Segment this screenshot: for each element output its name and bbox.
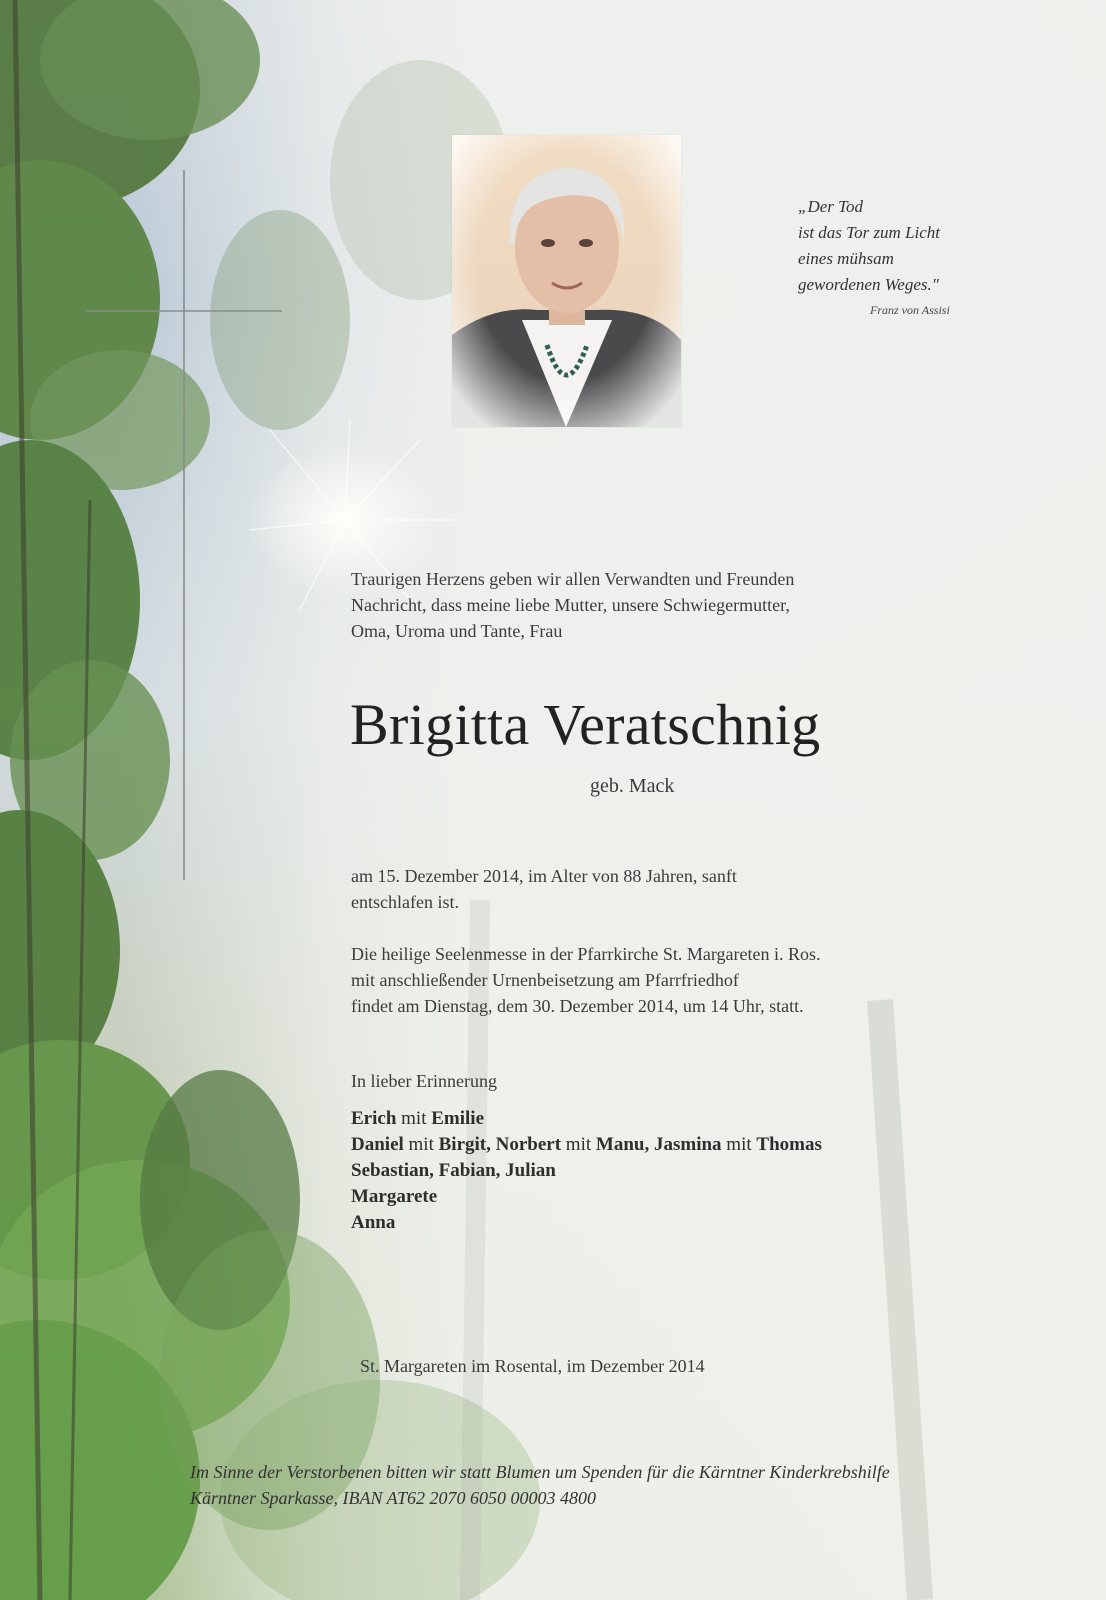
quote-line: gewordenen Weges."	[798, 275, 939, 294]
mourners-row	[351, 1106, 822, 1132]
mourner-name: Jasmina	[653, 1134, 722, 1155]
mourners-list	[351, 1106, 822, 1236]
service-line: mit anschließender Urnenbeisetzung am Pfarrfriedhof	[351, 970, 739, 990]
mourner-name: Thomas	[756, 1134, 822, 1155]
intro-paragraph	[351, 566, 794, 644]
mourners-row: Margarete	[351, 1186, 438, 1207]
quote	[798, 194, 988, 298]
quote-line: „Der Tod	[798, 197, 864, 216]
service-line: findet am Dienstag, dem 30. Dezember 2014, um 14 Uhr, statt.	[351, 996, 804, 1016]
donation-line: Im Sinne der Verstorbenen bitten wir statt Blumen um Spenden für die Kärntner Kinderkrebshilfe	[190, 1462, 890, 1482]
intro-line: Oma, Uroma und Tante, Frau	[351, 621, 563, 641]
death-notice	[351, 863, 737, 915]
connector-text: mit	[401, 1108, 427, 1129]
mourners-heading: In lieber Erinnerung	[351, 1071, 497, 1091]
death-notice-line: am 15. Dezember 2014, im Alter von 88 Jahren, sanft	[351, 866, 737, 886]
quote-author: Franz von Assisi	[870, 303, 950, 317]
service-info	[351, 941, 821, 1019]
mourners-row	[351, 1132, 822, 1158]
connector-text: mit	[565, 1134, 592, 1155]
connector-text: mit	[726, 1134, 752, 1155]
mourner-name: Norbert	[495, 1134, 562, 1155]
death-notice-line: entschlafen ist.	[351, 892, 459, 912]
maiden-name: geb. Mack	[590, 775, 675, 797]
mourner-name: Daniel	[351, 1134, 404, 1155]
place-date: St. Margareten im Rosental, im Dezember 2014	[360, 1356, 705, 1376]
intro-line: Nachricht, dass meine liebe Mutter, unsere Schwiegermutter,	[351, 595, 790, 615]
quote-line: ist das Tor zum Licht	[798, 223, 941, 242]
service-line: Die heilige Seelenmesse in der Pfarrkirche St. Margareten i. Ros.	[351, 944, 821, 964]
bank-details: Kärntner Sparkasse, IBAN AT62 2070 6050 00003 4800	[190, 1488, 597, 1508]
donation-note	[190, 1459, 890, 1511]
intro-line: Traurigen Herzens geben wir allen Verwandten und Freunden	[351, 569, 795, 589]
mourner-name: Birgit,	[438, 1134, 491, 1155]
quote-line: eines mühsam	[798, 249, 894, 268]
mourner-name: Manu,	[595, 1134, 650, 1155]
deceased-name: Brigitta Veratschnig	[350, 692, 821, 757]
mourner-name: Emilie	[431, 1108, 485, 1129]
connector-text: mit	[408, 1134, 434, 1155]
mourners-row: Anna	[351, 1212, 396, 1233]
portrait-photo	[452, 135, 681, 427]
mourners-row: Sebastian, Fabian, Julian	[351, 1160, 556, 1181]
mourner-name: Erich	[351, 1108, 397, 1129]
